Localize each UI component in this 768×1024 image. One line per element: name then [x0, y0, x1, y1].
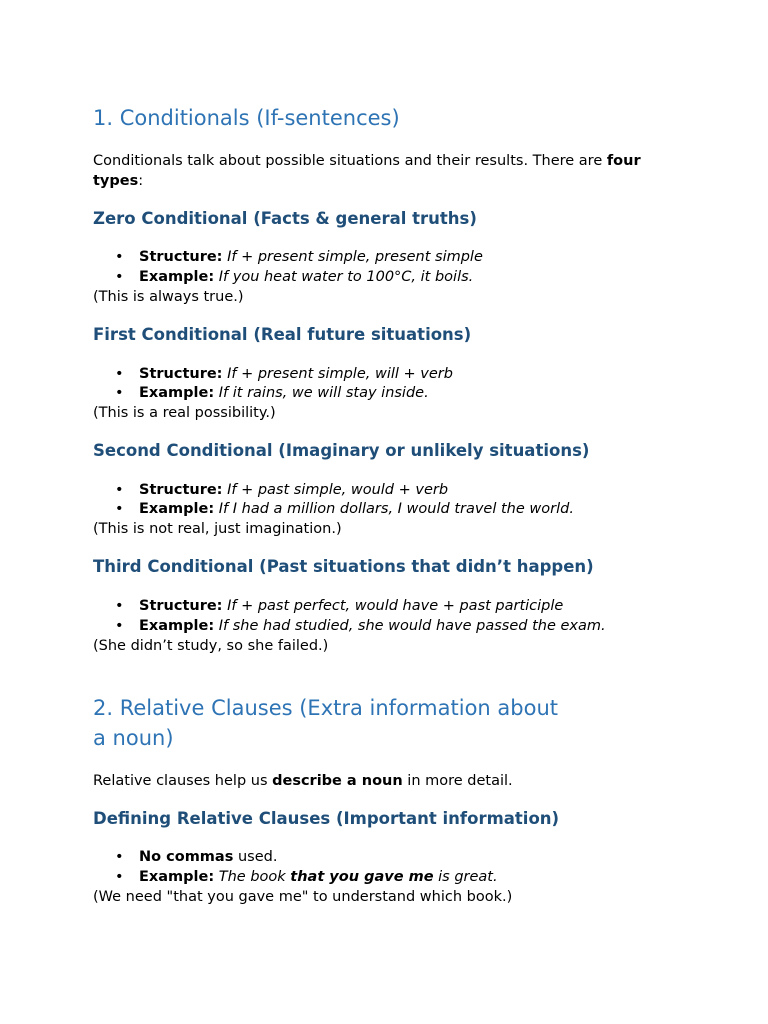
- subheading-first-conditional: First Conditional (Real future situations): [93, 325, 472, 344]
- bullet-text: If + past simple, would + verb: [227, 482, 449, 498]
- bullet-text: If + present simple, will + verb: [227, 366, 453, 382]
- section-title-relative-clauses: [93, 693, 693, 753]
- bullet-icon: •: [115, 269, 124, 285]
- intro-bold: four types: [93, 153, 641, 189]
- bullet-label: Structure:: [139, 482, 223, 498]
- bullet-label: Example:: [139, 501, 215, 517]
- bullet-icon: •: [115, 869, 124, 885]
- intro-after: :: [138, 173, 144, 189]
- bullet-label: Example:: [139, 385, 215, 401]
- note-text: (This is not real, just imagination.): [93, 521, 342, 537]
- bullet-text: The book: [218, 869, 291, 885]
- note-text: (This is always true.): [93, 289, 244, 305]
- subheading-zero-conditional: Zero Conditional (Facts & general truths): [93, 209, 477, 228]
- bullet-icon: •: [115, 249, 124, 265]
- section-title-line1: 2. Relative Clauses (Extra information about: [93, 696, 558, 720]
- subheading-third-conditional: Third Conditional (Past situations that didn’t happen): [93, 557, 594, 576]
- bullet-label: No commas: [139, 849, 234, 865]
- bullet-text: used.: [233, 849, 278, 865]
- bullet-text-emphasis: that you gave me: [290, 869, 434, 885]
- bullet-text: If it rains, we will stay inside.: [218, 385, 429, 401]
- bullet-icon: •: [115, 618, 124, 634]
- bullet-icon: •: [115, 385, 124, 401]
- subheading-second-conditional: Second Conditional (Imaginary or unlikely situations): [93, 441, 590, 460]
- section-title-line2: a noun): [93, 726, 174, 750]
- section-intro-relative: [93, 771, 673, 791]
- bullet-text-end: is great.: [433, 869, 498, 885]
- bullet-icon: •: [115, 501, 124, 517]
- bullet-label: Structure:: [139, 598, 223, 614]
- note-text: (She didn’t study, so she failed.): [93, 638, 329, 654]
- bullet-label: Example:: [139, 618, 215, 634]
- bullet-icon: •: [115, 482, 124, 498]
- intro-bold: describe a noun: [272, 773, 403, 789]
- bullet-text: If she had studied, she would have passed the exam.: [218, 618, 606, 634]
- bullet-label: Example:: [139, 269, 215, 285]
- bullet-icon: •: [115, 366, 124, 382]
- bullet-text: If + present simple, present simple: [227, 249, 483, 265]
- intro-text: Relative clauses help us: [93, 773, 273, 789]
- bullet-label: Example:: [139, 869, 215, 885]
- bullet-label: Structure:: [139, 249, 223, 265]
- note-text: (This is a real possibility.): [93, 405, 276, 421]
- bullet-icon: •: [115, 849, 124, 865]
- subheading-defining-relative: Defining Relative Clauses (Important information): [93, 809, 560, 828]
- bullet-text: If I had a million dollars, I would travel the world.: [218, 501, 574, 517]
- intro-after: in more detail.: [402, 773, 513, 789]
- intro-text: Conditionals talk about possible situations and their results. There are: [93, 153, 607, 169]
- bullet-icon: •: [115, 598, 124, 614]
- note-text: (We need "that you gave me" to understand which book.): [93, 889, 513, 905]
- bullet-text: If you heat water to 100°C, it boils.: [218, 269, 474, 285]
- section-title-conditionals: 1. Conditionals (If-sentences): [93, 106, 400, 130]
- bullet-text: If + past perfect, would have + past participle: [227, 598, 564, 614]
- section-intro-conditionals: [93, 151, 673, 191]
- bullet-label: Structure:: [139, 366, 223, 382]
